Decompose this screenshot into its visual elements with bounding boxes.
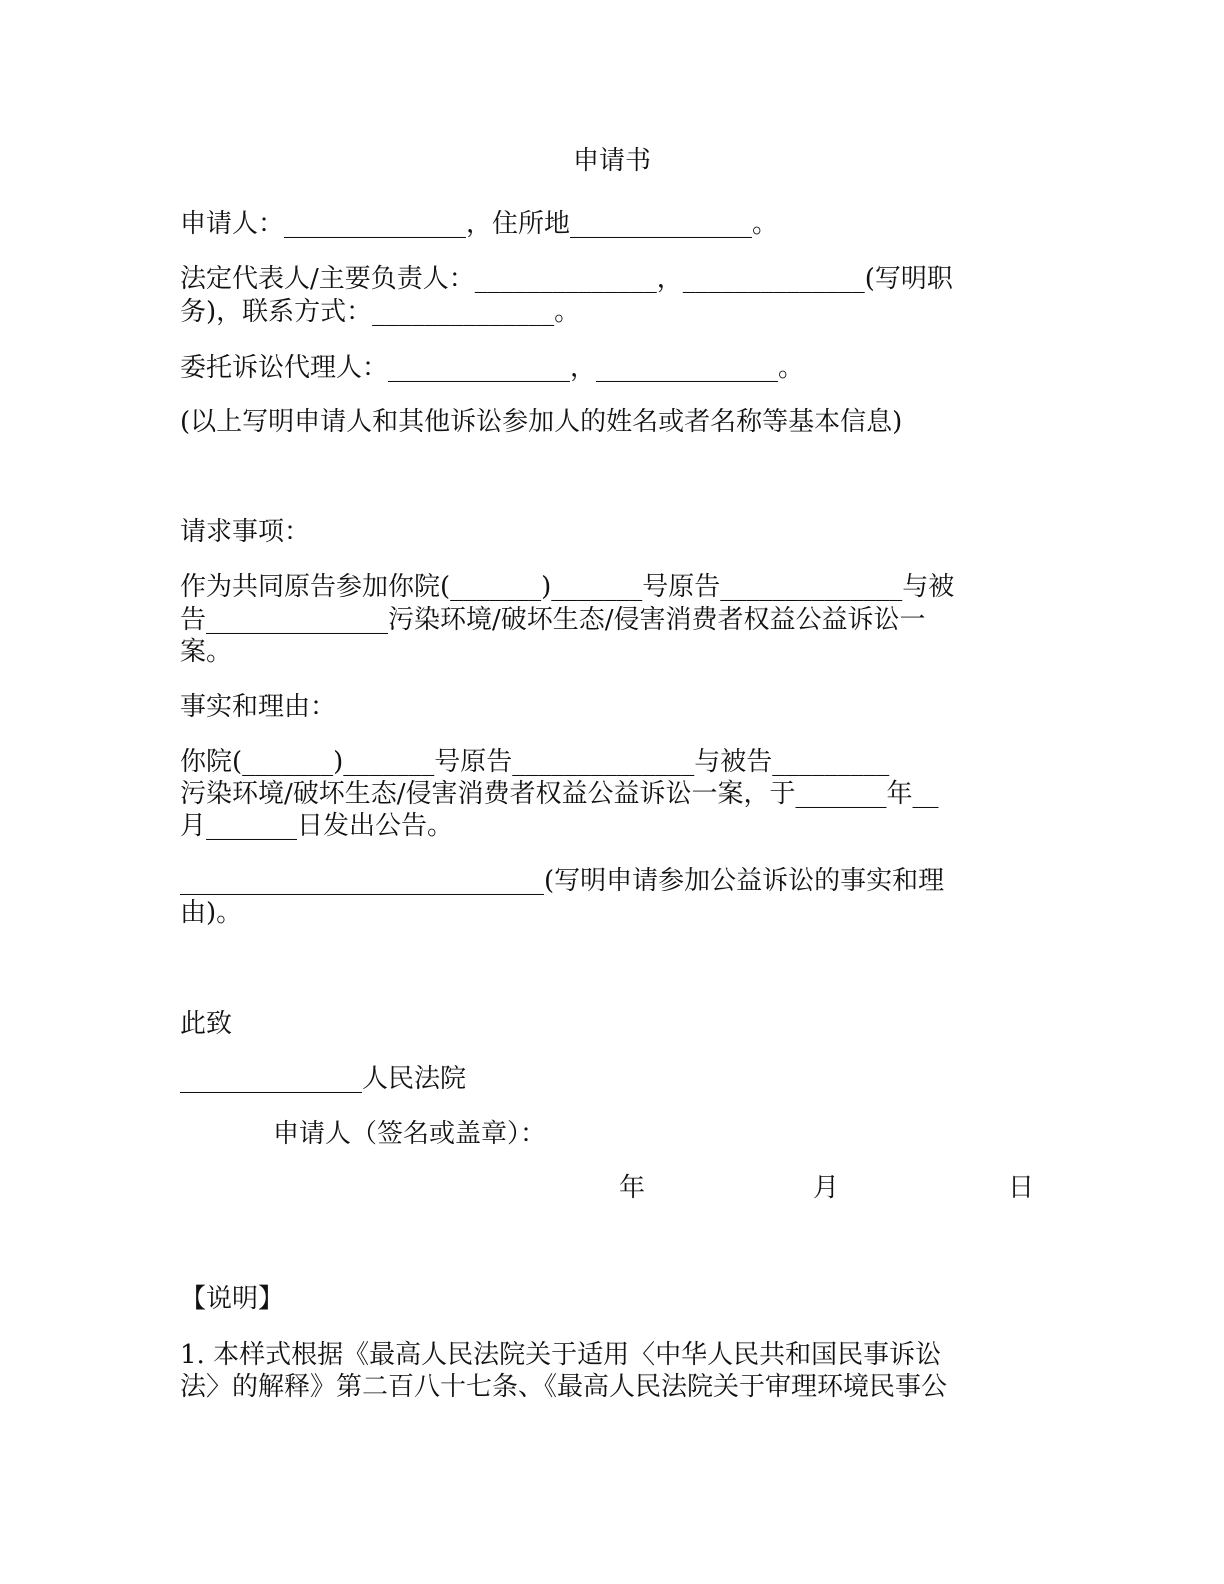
agent-line: 委托诉讼代理人：______________，______________。 (180, 353, 805, 383)
legal-rep-line-1: 法定代表人/主要负责人：______________，______________(写明职 (180, 264, 953, 294)
request-line-3: 案。 (180, 637, 233, 667)
request-heading: 请求事项： (180, 517, 311, 547)
facts-heading: 事实和理由： (180, 692, 337, 722)
facts-line-4: ____________________________(写明申请参加公益诉讼的事实和理 (180, 866, 945, 896)
applicant-line: 申请人：______________，住所地______________。 (180, 209, 779, 239)
date-day-label: 日 (1008, 1173, 1035, 1203)
request-line-1: 作为共同原告参加你院(_______)_______号原告______________与被 (180, 572, 955, 602)
request-line-2: 告______________污染环境/破坏生态/侵害消费者权益公益诉讼一 (180, 605, 926, 635)
info-note: (以上写明申请人和其他诉讼参加人的姓名或者名称等基本信息) (180, 407, 903, 437)
date-month-label: 月 (813, 1173, 840, 1203)
document-title: 申请书 (572, 146, 651, 176)
signature-line: 申请人（签名或盖章）： (273, 1119, 547, 1149)
facts-line-2: 污染环境/破坏生态/侵害消费者权益公益诉讼一案，于_______年__ (180, 779, 939, 809)
legal-rep-line-2: 务)，联系方式：______________。 (180, 297, 581, 327)
salutation: 此致 (180, 1009, 233, 1039)
court-line: ______________人民法院 (180, 1064, 467, 1094)
facts-line-5: 由)。 (180, 898, 243, 928)
notes-line-1: 1. 本样式根据《最高人民法院关于适用〈中华人民共和国民事诉讼 (180, 1340, 942, 1370)
date-year-label: 年 (619, 1173, 646, 1203)
notes-heading: 【说明】 (180, 1284, 285, 1314)
notes-line-2: 法〉的解释》第二百八十七条、《最高人民法院关于审理环境民事公 (180, 1372, 948, 1402)
facts-line-3: 月_______日发出公告。 (180, 811, 454, 841)
facts-line-1: 你院(_______)_______号原告______________与被告_________ (180, 747, 890, 777)
